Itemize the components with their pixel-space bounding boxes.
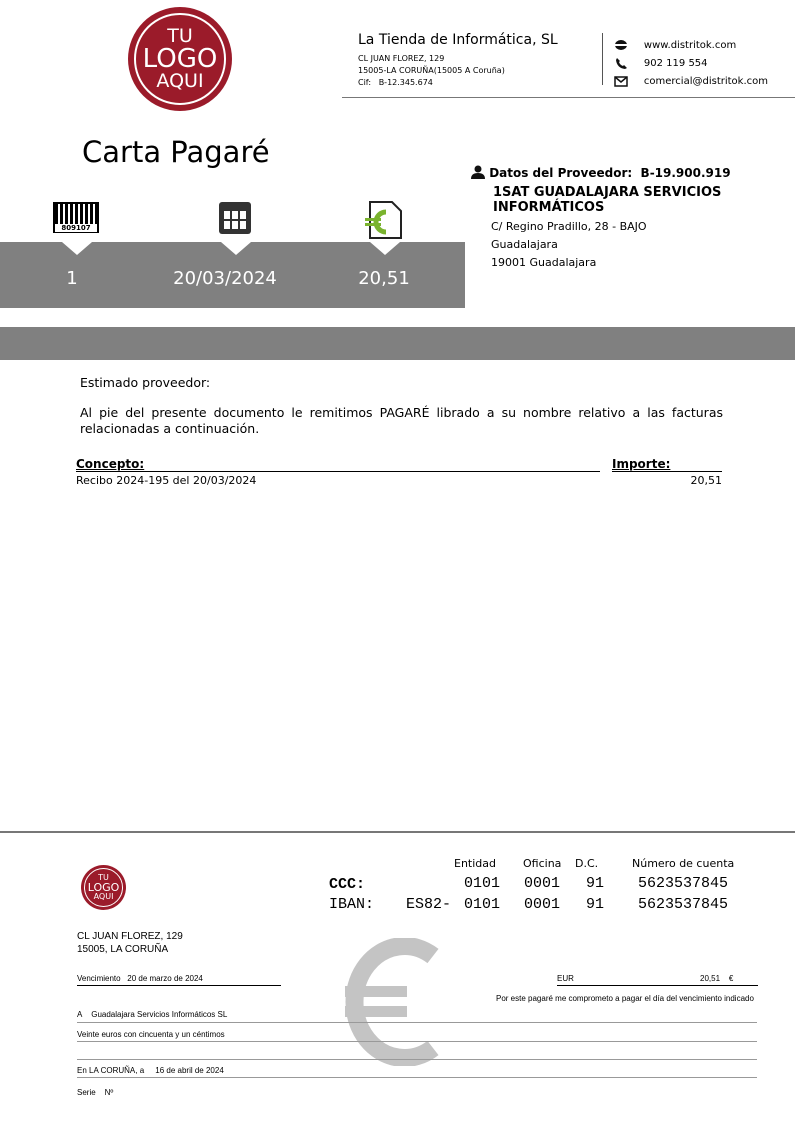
user-icon bbox=[471, 165, 485, 179]
ccc-row: CCC: 0101 0001 91 5623537845 bbox=[329, 875, 729, 893]
website-link[interactable]: www.distritok.com bbox=[643, 40, 737, 51]
amount-header: Importe: bbox=[612, 457, 671, 471]
calendar-icon bbox=[219, 202, 251, 234]
divider bbox=[602, 33, 603, 85]
email-link[interactable]: comercial@distritok.com bbox=[643, 76, 769, 87]
iban-row: IBAN: ES82- 0101 0001 91 5623537845 bbox=[329, 896, 729, 913]
concept-header: Concepto: bbox=[76, 457, 145, 471]
letter-body: Al pie del presente documento le remitimos PAGARÉ librado a su nombre relativo a las facturas relacionadas a continuación. bbox=[80, 405, 723, 436]
table-row: Recibo 2024-195 del 20/03/2024 20,51 bbox=[76, 474, 722, 487]
cheque-separator bbox=[0, 831, 795, 833]
euro-document-icon bbox=[362, 200, 404, 240]
company-info: La Tienda de Informática, SL CL JUAN FLOREZ, 129 15005-LA CORUÑA(15005 A Coruña) Cif: B-12.345.674 bbox=[358, 32, 558, 87]
cheque-amount: 20,51 € bbox=[700, 974, 734, 983]
document-date: 20/03/2024 bbox=[173, 268, 277, 289]
section-band bbox=[0, 327, 795, 360]
due-date: Vencimiento 20 de marzo de 2024 bbox=[77, 974, 203, 983]
company-name: La Tienda de Informática, SL bbox=[358, 32, 558, 48]
contact-info: www.distritok.com 902 119 554 comercial@distritok.com bbox=[614, 37, 768, 91]
cheque-logo: TU LOGO AQUI bbox=[81, 865, 126, 910]
provider-block: Datos del Proveedor: B-19.900.919 1SAT GUADALAJARA SERVICIOS INFORMÁTICOS C/ Regino Pradillo, 28 - BAJO Guadalajara 19001 Guadalajara bbox=[471, 165, 787, 269]
mail-icon bbox=[614, 75, 628, 87]
document-amount: 20,51 bbox=[358, 268, 410, 289]
euro-watermark bbox=[345, 938, 440, 1066]
web-icon bbox=[614, 39, 628, 51]
company-logo: TU LOGO AQUI bbox=[128, 7, 232, 111]
document-number: 1 bbox=[66, 268, 78, 289]
greeting: Estimado proveedor: bbox=[80, 375, 211, 390]
phone-icon bbox=[614, 57, 628, 69]
page-title: Carta Pagaré bbox=[82, 135, 270, 169]
header-rule bbox=[342, 97, 795, 98]
barcode-icon: 809107 bbox=[53, 202, 99, 233]
provider-name: 1SAT GUADALAJARA SERVICIOS INFORMÁTICOS bbox=[493, 185, 722, 215]
